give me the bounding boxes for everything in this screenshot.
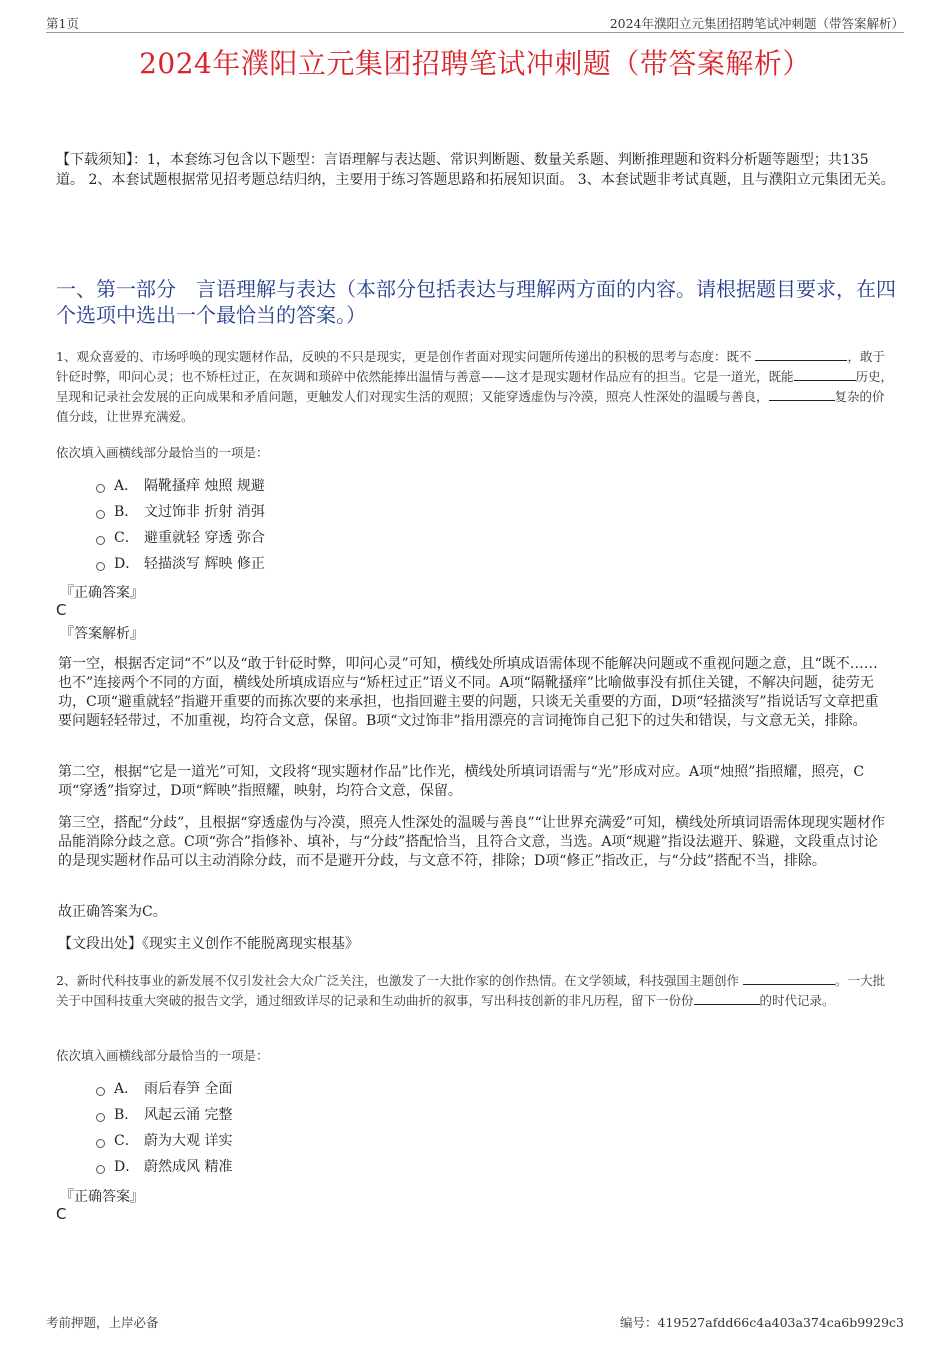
q2-text-2: 。一大批关于中国科技重大突破的报告文学，通过细致详尽的记录和生动曲折的叙事，写出科技创新的非凡历程，留下一份份 <box>56 973 885 1008</box>
q1-option-b[interactable]: B． 文过饰非 折射 消弭 <box>96 499 265 525</box>
q1-analysis-para-2: 第二空，根据“它是一道光”可知，文段将“现实题材作品”比作光，横线处所填词语需与“光”形成对应。A项“烛照”指照耀，照亮，C项“穿透”指穿过，D项“辉映”指照耀，映射，均符合文意，保留。 <box>58 764 865 799</box>
radio-icon[interactable] <box>96 1087 105 1096</box>
q1-blank-2 <box>794 367 856 381</box>
q1-option-c[interactable]: C． 避重就轻 穿透 弥合 <box>96 525 265 551</box>
q1-answer-label: 『正确答案』 <box>60 585 144 601</box>
q2-prompt: 依次填入画横线部分最恰当的一项是： <box>56 1048 269 1063</box>
q1-blank-3 <box>769 387 835 401</box>
download-notice: 【下载须知】：1，本套练习包含以下题型：言语理解与表达题、常识判断题、数量关系题、判断推理题和资料分析题等题型；共135道。 2、本套试题根据常见招考题总结归纳，主要用于练习答题思路和拓展知识面。 3、本套试题非考试真题，且与濮阳立元集团无关。 <box>56 152 895 188</box>
radio-icon[interactable] <box>96 510 105 519</box>
q1-analysis-para-3: 第三空，搭配“分歧”，且根据“穿透虚伪与冷漠，照亮人性深处的温暖与善良”“让世界充满爱”可知，横线处所填词语需体现现实题材作品能消除分歧之意。C项“弥合”指修补、填补，与“分歧”搭配恰当，且符合文意，当选。A项“规避”指设法避开、躲避，文段重点讨论的是现实题材作品可以主动消除分歧，而不是避开分歧，与文意不符，排除；D项“修正”指改正，与“分歧”搭配不当，排除。 <box>58 815 885 869</box>
radio-icon[interactable] <box>96 562 105 571</box>
q2-option-d[interactable]: D． 蔚然成风 精准 <box>96 1154 232 1180</box>
q2-options <box>96 1076 232 1180</box>
section-heading: 一、第一部分 言语理解与表达（本部分包括表达与理解两方面的内容。请根据题目要求，在四个选项中选出一个最恰当的答案。） <box>56 277 896 327</box>
q2-option-c[interactable]: C． 蔚为大观 详实 <box>96 1128 232 1154</box>
q1-answer: C <box>56 601 67 619</box>
radio-icon[interactable] <box>96 1113 105 1122</box>
question-1-stem <box>56 347 896 427</box>
q1-options <box>96 473 265 577</box>
q1-blank-1 <box>755 347 847 361</box>
q2-answer: C <box>56 1205 67 1223</box>
q2-blank-2 <box>694 991 760 1005</box>
q2-option-a[interactable]: A． 雨后春笋 全面 <box>96 1076 232 1102</box>
q1-source: 【文段出处】《现实主义创作不能脱离现实根基》 <box>58 936 359 952</box>
question-2-stem <box>56 971 896 1011</box>
q2-blank-1 <box>743 971 835 985</box>
q1-option-a[interactable]: A． 隔靴搔痒 烛照 规避 <box>96 473 265 499</box>
q1-analysis-para-1: 第一空，根据否定词“不”以及“敢于针砭时弊，叩问心灵”可知，横线处所填成语需体现不能解决问题或不重视问题之意，且“既不……也不”连接两个不同的方面，横线处所填成语应与“矫枉过正”语义不同。A项“隔靴搔痒”比喻做事没有抓住关键，不解决问题，徒劳无功，C项“避重就轻”指避开重要的而拣次要的来承担，也指回避主要的问题，只谈无关重要的方面，D项“轻描淡写”指说话写文章把重要问题轻轻带过，不加重视，均符合文意，保留。B项“文过饰非”指用漂亮的言词掩饰自己犯下的过失和错误，与文意无关，排除。 <box>58 656 879 729</box>
q2-option-b[interactable]: B． 风起云涌 完整 <box>96 1102 232 1128</box>
q1-text-2: ，敢于针砭时弊，叩问心灵；也不矫枉过正，在灰调和琐碎中依然能捧出温情与善意——这才是现实题材作品应有的担当。它是一道光，既能 <box>56 349 885 384</box>
radio-icon[interactable] <box>96 1165 105 1174</box>
page-title: 2024年濮阳立元集团招聘笔试冲刺题（带答案解析） <box>139 47 811 80</box>
header-doc-title: 2024年濮阳立元集团招聘笔试冲刺题（带答案解析） <box>609 16 904 31</box>
radio-icon[interactable] <box>96 1139 105 1148</box>
q1-conclusion: 故正确答案为C。 <box>58 904 167 920</box>
q2-text-1: 2、新时代科技事业的新发展不仅引发社会大众广泛关注，也激发了一大批作家的创作热情。在文学领域，科技强国主题创作 <box>56 973 739 988</box>
footer-doc-id: 编号：419527afdd66c4a403a374ca6b9929c3 <box>620 1315 904 1330</box>
q1-option-d[interactable]: D． 轻描淡写 辉映 修正 <box>96 551 265 577</box>
q1-analysis-label: 『答案解析』 <box>60 626 144 642</box>
q1-text-4: 复杂的价值分歧，让世界充满爱。 <box>56 389 885 424</box>
page-number: 第1页 <box>46 16 79 31</box>
page-header <box>46 14 904 33</box>
radio-icon[interactable] <box>96 484 105 493</box>
footer-slogan: 考前押题，上岸必备 <box>46 1315 159 1330</box>
radio-icon[interactable] <box>96 536 105 545</box>
q1-prompt: 依次填入画横线部分最恰当的一项是： <box>56 445 269 460</box>
q2-answer-label: 『正确答案』 <box>60 1189 144 1205</box>
q2-text-3: 的时代记录。 <box>759 993 835 1008</box>
q1-text-3: 历史，呈现和记录社会发展的正向成果和矛盾问题，更触发人们对现实生活的观照；又能穿透虚伪与冷漠，照亮人性深处的温暖与善良， <box>56 369 894 404</box>
q1-text-1: 1、观众喜爱的、市场呼唤的现实题材作品，反映的不只是现实，更是创作者面对现实问题所传递出的积极的思考与态度：既不 <box>56 349 752 364</box>
